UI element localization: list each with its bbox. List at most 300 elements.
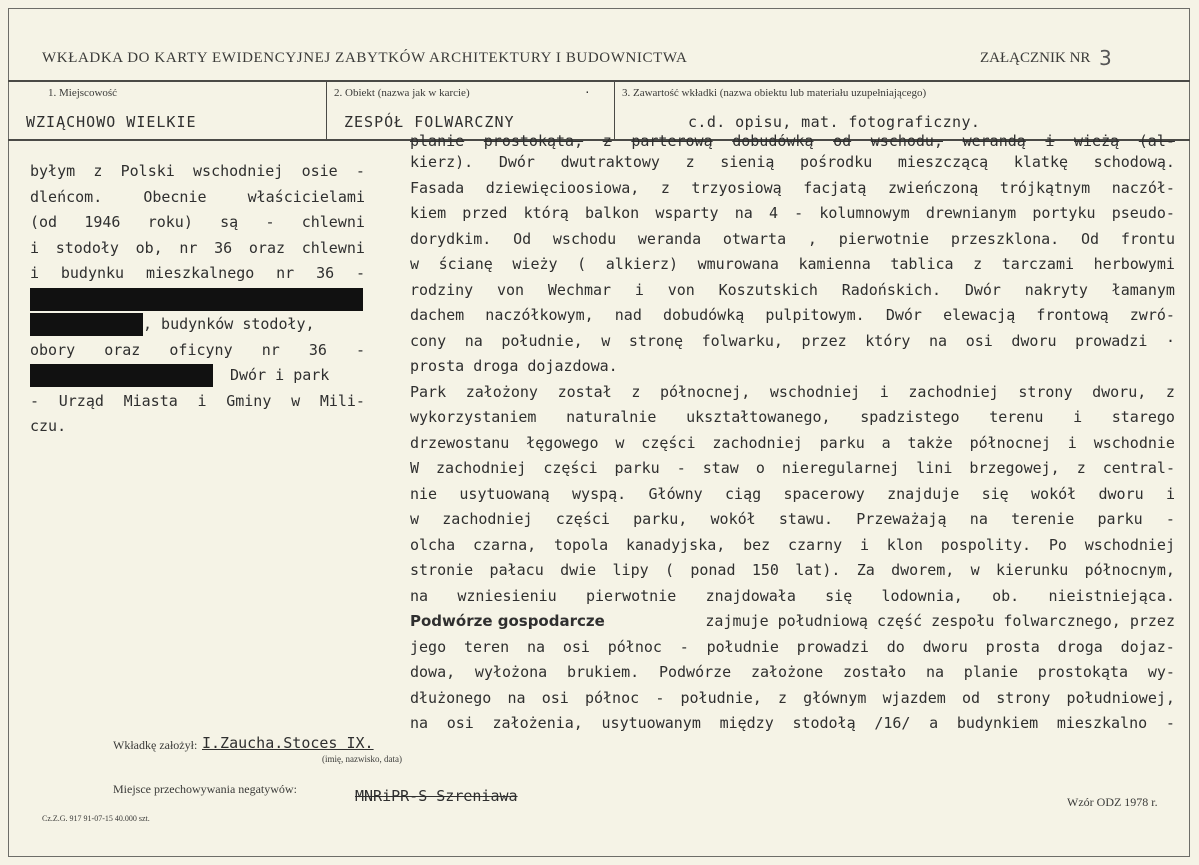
word: pulpitowym. <box>765 306 865 324</box>
word: pospolity. <box>940 535 1032 554</box>
word: nakryty <box>1024 280 1088 299</box>
word: klatkę <box>1013 153 1069 171</box>
word: przez <box>801 331 847 350</box>
word: /16/ <box>874 714 911 732</box>
word: pierwotnie <box>585 586 677 605</box>
text-line <box>30 389 365 415</box>
word: południe <box>706 637 779 656</box>
word: na <box>734 204 753 222</box>
word: (al- <box>1138 134 1175 150</box>
word: drewnianym <box>925 204 1017 222</box>
text-line <box>410 558 1175 584</box>
word: prowadzi <box>1075 331 1148 350</box>
field-label-object: 2. Obiekt (nazwa jak w karcie) <box>334 87 470 99</box>
word: dachem <box>410 306 465 324</box>
text-line <box>410 456 1175 482</box>
text-line <box>410 507 1175 533</box>
word: z <box>1076 459 1086 477</box>
storage-label: Miejsce przechowywania negatywów: <box>113 782 297 796</box>
word: ciąg <box>725 484 762 503</box>
word: lini <box>916 459 953 477</box>
word: pseudo- <box>1111 204 1175 222</box>
creator-sublabel: (imię, nazwisko, data) <box>322 754 402 764</box>
word: Miasta <box>123 391 178 410</box>
word: oraz <box>104 340 141 359</box>
word: stodoły <box>55 238 119 257</box>
text-line <box>30 312 365 338</box>
word: pierwotnie <box>838 229 930 248</box>
word: Radońskich. <box>841 280 942 299</box>
word: czarny <box>787 535 843 554</box>
word: lipy <box>612 561 649 579</box>
word: wschodu, <box>870 134 943 150</box>
word: parku <box>614 459 660 477</box>
word: alkierz) <box>605 255 679 273</box>
word: zwieńczoną <box>888 178 979 197</box>
text-line <box>30 236 365 262</box>
word: naczółkowym, <box>485 306 594 324</box>
word: od <box>961 688 981 707</box>
text-line: prosta droga dojazdowa. <box>410 357 618 375</box>
word: - <box>655 688 665 707</box>
word: wschodu <box>552 229 617 248</box>
field-value-object: ZESPÓŁ FOLWARCZNY <box>344 113 515 131</box>
word: 4 <box>768 204 778 222</box>
word: (od <box>30 213 58 231</box>
word: parku, <box>633 510 688 528</box>
word: założony <box>465 382 538 401</box>
text-line <box>410 252 1175 278</box>
text-line <box>410 405 1175 431</box>
word: osi <box>965 331 993 350</box>
word: północ <box>607 637 662 656</box>
word: wschodniej <box>1084 535 1175 554</box>
word: spacerowy <box>783 484 865 503</box>
word: osi <box>446 714 474 732</box>
word: z <box>93 162 103 180</box>
word: wokół <box>1031 484 1077 503</box>
word: Od <box>1080 229 1100 248</box>
word: założenia, <box>492 714 583 732</box>
text-line <box>410 176 1175 202</box>
redaction-block <box>30 364 213 387</box>
word: klon <box>886 535 923 554</box>
word: wmurowana <box>697 255 779 273</box>
word: wykorzystaniem <box>410 408 537 426</box>
word: kamienna <box>798 255 871 273</box>
word: osi <box>541 688 569 707</box>
word: mieszkalnego <box>145 264 255 282</box>
word: dwutraktowy <box>560 153 660 171</box>
text-line <box>410 431 1175 457</box>
word: i <box>30 264 40 282</box>
word: wieży <box>512 255 558 273</box>
word: i <box>634 280 644 299</box>
word: założone <box>750 663 824 681</box>
word: ścianę <box>438 255 493 273</box>
creator-value: I.Zaucha.Stoces IX. <box>202 734 374 752</box>
word: lat). <box>795 561 841 579</box>
word: wokół <box>710 510 756 528</box>
attachment-label: ZAŁĄCZNIK NR <box>980 50 1091 66</box>
text-line <box>410 150 1175 176</box>
word: dobudówką <box>732 134 814 150</box>
word: wieżą <box>1074 134 1120 150</box>
text-line <box>30 338 365 364</box>
word: trzyosiową <box>691 178 782 197</box>
word: osi <box>562 637 590 656</box>
word: nieistniejąca. <box>1048 586 1175 605</box>
word: dworu <box>1098 484 1144 503</box>
word: Przeważają <box>856 510 947 528</box>
word: ponad <box>690 561 736 579</box>
word: zachodniej <box>442 510 533 528</box>
word: terenu <box>989 408 1044 426</box>
word: - <box>676 459 686 477</box>
word: Polski <box>120 162 175 180</box>
word: olcha <box>410 535 456 554</box>
word: kierz). <box>410 153 474 171</box>
word: na <box>969 510 988 528</box>
word: stronie <box>410 561 474 579</box>
print-info: Cz.Z.G. 917 91-07-15 40.000 szt. <box>42 814 150 823</box>
word: naczół- <box>1111 178 1175 197</box>
field-value-contents: c.d. opisu, mat. fotograficzny. <box>688 113 981 131</box>
word: prosta <box>985 637 1040 656</box>
word: cony <box>410 331 447 350</box>
word: zwró- <box>1129 306 1175 324</box>
word: oraz <box>248 238 286 257</box>
word: dziewięcioosiowa, <box>485 178 640 197</box>
word: elewacją <box>943 306 1016 324</box>
word: zachodniej <box>908 382 999 401</box>
word: i <box>1067 433 1077 452</box>
word: dworu <box>1011 331 1057 350</box>
word: Po <box>1048 535 1067 554</box>
creator-label: Wkładkę założył: <box>113 738 198 752</box>
word: z <box>631 382 641 401</box>
word: dojaz- <box>1120 637 1175 656</box>
word: którą <box>523 204 569 222</box>
word: dłużonego <box>410 688 492 707</box>
word: nie <box>410 484 438 503</box>
word: droga <box>1057 637 1103 656</box>
word: między <box>719 714 774 732</box>
word: central- <box>1102 459 1175 477</box>
word: także <box>907 433 953 452</box>
text-line <box>410 227 1175 253</box>
form-title: WKŁADKA DO KARTY EWIDENCYJNEJ ZABYTKÓW ARCHITEKTURY I BUDOWNICTWA <box>42 50 688 66</box>
word: wy- <box>1147 663 1175 681</box>
word: mieszczącą <box>897 153 989 171</box>
word: nr <box>179 238 198 257</box>
word: łamanym <box>1111 280 1175 299</box>
word: folwarku, <box>701 331 783 350</box>
text-line <box>410 380 1175 406</box>
word: wschodniej <box>769 382 861 401</box>
word: mieszkalno <box>1056 714 1148 732</box>
word: parku <box>1097 510 1143 528</box>
word: herbowymi <box>1093 255 1175 273</box>
word: pośrodku <box>800 153 873 171</box>
word: dleńcom. <box>30 187 103 206</box>
field-divider-1 <box>326 81 327 139</box>
word: prowadzi <box>796 637 869 656</box>
word: północnej <box>969 433 1051 452</box>
word: zostało <box>842 663 907 681</box>
word: 150 <box>751 561 779 579</box>
header-rule-top <box>8 80 1190 82</box>
word: łęgowego <box>526 433 599 452</box>
text-line: czu. <box>30 417 67 435</box>
word: prostokąta, <box>483 134 584 150</box>
word: oficyny <box>169 340 233 359</box>
word: 36 <box>308 340 327 359</box>
word: z <box>685 153 695 171</box>
form-pattern: Wzór ODZ 1978 r. <box>1067 795 1158 809</box>
word: topola <box>553 535 609 554</box>
word: staw <box>702 459 739 477</box>
word: Urząd <box>58 391 104 410</box>
text-line <box>410 278 1175 304</box>
word: kolumnowym <box>819 204 910 222</box>
word: prostokąta <box>1037 663 1129 681</box>
word: nieregularnej <box>781 459 900 477</box>
word: balkon <box>584 204 640 222</box>
word: ob. <box>992 586 1020 605</box>
word: a <box>881 433 891 452</box>
word: przeszklona. <box>950 229 1060 248</box>
word: sienią <box>720 153 775 171</box>
word: kiem <box>410 204 447 222</box>
word: znajdowała <box>705 586 796 605</box>
word: który <box>865 331 911 350</box>
word: na <box>929 331 948 350</box>
word: Dwór <box>885 306 922 324</box>
word: w <box>615 433 625 452</box>
word: teren <box>463 637 510 656</box>
text-line <box>30 363 365 389</box>
word: przed <box>462 204 508 222</box>
word: północ <box>584 688 640 707</box>
word: z <box>973 255 983 273</box>
word: - <box>355 162 365 180</box>
word: i <box>1045 134 1055 150</box>
word: zachodniej <box>712 433 803 452</box>
word: drzewostanu <box>410 433 510 452</box>
redaction-block <box>30 288 363 311</box>
word: planie <box>963 663 1018 681</box>
word: na <box>526 637 545 656</box>
word: na <box>410 714 429 732</box>
field-label-contents: 3. Zawartość wkładki (nazwa obiektu lub materiału uzupełniającego) <box>622 87 927 99</box>
word: się <box>825 586 853 605</box>
word: byłym <box>30 162 76 180</box>
word: kierunku <box>996 561 1069 579</box>
word: - <box>1165 714 1175 732</box>
word: starego <box>1111 408 1175 426</box>
word: dowa, <box>410 663 456 681</box>
word: głównym <box>803 688 867 707</box>
word: Gminy <box>226 391 272 410</box>
word: parku <box>819 433 865 452</box>
text-line <box>410 686 1175 712</box>
text-line <box>410 329 1175 355</box>
word: osie <box>301 162 338 180</box>
word: usytuowaną <box>459 484 550 503</box>
storage-value: MNRiPR-S Szreniawa <box>355 787 518 805</box>
word: usytuowanym <box>601 714 701 732</box>
text-line <box>410 303 1175 329</box>
word: - <box>30 391 40 410</box>
word: portyku <box>1032 204 1096 222</box>
word: budynkiem <box>956 714 1039 732</box>
word: 36 <box>316 264 335 282</box>
word: ob, <box>135 238 163 257</box>
text-line <box>410 609 1175 635</box>
redaction-block <box>30 313 143 336</box>
word: trójkątnym <box>999 178 1091 197</box>
word: nr <box>261 340 280 359</box>
word: części <box>641 433 696 452</box>
redacted-line <box>30 287 365 313</box>
word: dobudówką <box>662 306 745 324</box>
word: o <box>755 459 765 477</box>
word: się <box>981 484 1009 503</box>
main-description <box>410 134 1175 737</box>
word: do <box>886 637 905 656</box>
word: dworu, <box>1092 382 1147 401</box>
text-line <box>30 185 365 211</box>
word: obory <box>30 340 76 359</box>
word: lodownia, <box>881 586 963 605</box>
word: Wechmar <box>547 280 612 299</box>
word: ( <box>577 255 587 273</box>
word: otwarta <box>722 229 787 248</box>
word: został <box>557 382 612 401</box>
word: dworu <box>922 637 968 656</box>
word: stronę <box>628 331 684 350</box>
text-line <box>410 134 1175 150</box>
word: strony <box>1018 382 1073 401</box>
word: frontu <box>1120 229 1175 248</box>
word: strony <box>996 688 1051 707</box>
word: Dwór <box>964 280 1001 299</box>
field-label-location: 1. Miejscowość <box>48 87 118 99</box>
word: wzniesieniu <box>457 586 557 605</box>
word: właścicielami <box>247 187 365 206</box>
field-value-location: WZIĄCHOWO WIELKIE <box>26 113 197 131</box>
text-fragment: Dwór i park <box>230 366 330 384</box>
word: werandą <box>962 134 1026 150</box>
word: i <box>30 238 40 257</box>
word: Koszutskich <box>718 280 818 299</box>
word: schodową. <box>1093 153 1175 171</box>
word: z <box>660 178 670 197</box>
word: części <box>555 510 610 528</box>
text-line <box>410 584 1175 610</box>
text-line <box>410 635 1175 661</box>
word: na <box>925 663 945 681</box>
word: na <box>507 688 526 707</box>
word: północnym, <box>1084 561 1175 579</box>
word: - <box>265 213 275 231</box>
word: południe, <box>501 331 583 350</box>
word: jego <box>410 637 447 656</box>
word: Mili- <box>319 391 365 410</box>
word: Od <box>513 229 532 248</box>
word: Główny <box>648 484 703 503</box>
word: terenie <box>1011 510 1075 528</box>
word: tarczami <box>1001 255 1075 273</box>
word: czarna, <box>472 535 537 554</box>
word: , <box>807 229 817 248</box>
word: wschodnie <box>1093 433 1175 452</box>
text-line <box>30 159 365 185</box>
word: są <box>220 213 239 231</box>
attachment-number: 3 <box>1099 46 1112 70</box>
word: ( <box>664 561 674 579</box>
word: kanadyjska, <box>625 535 726 554</box>
word: planie <box>410 134 465 150</box>
word: - <box>794 204 804 222</box>
word: chlewni <box>301 213 365 231</box>
word: weranda <box>637 229 702 248</box>
word: frontową <box>1036 306 1109 324</box>
word: budynku <box>60 264 125 282</box>
word: 1946 <box>84 213 121 231</box>
word: - <box>679 637 689 656</box>
word: chlewni <box>301 238 365 257</box>
word: nr <box>276 264 295 282</box>
word: wsparty <box>655 204 719 222</box>
word: · <box>1165 331 1175 350</box>
text-line <box>30 261 365 287</box>
word: w <box>970 561 980 579</box>
section-heading: Podwórze gospodarcze <box>410 612 605 630</box>
word: - <box>355 264 365 282</box>
word: von <box>667 280 695 299</box>
word: wyspą. <box>572 484 627 503</box>
word: brukiem. <box>566 663 640 681</box>
text-line <box>30 210 365 236</box>
word: w <box>601 331 611 350</box>
word: spadzistego <box>860 408 960 426</box>
word: południowej, <box>1066 688 1175 707</box>
word: wyłożona <box>474 663 548 681</box>
word: nad <box>614 306 642 324</box>
word: Za <box>856 561 875 579</box>
word: dorydkim. <box>410 229 492 248</box>
word: roku) <box>147 213 193 231</box>
word: południe, <box>680 688 762 707</box>
word: 36 <box>214 238 233 257</box>
word: facjatą <box>803 178 867 197</box>
word: na <box>464 331 483 350</box>
word: Podwórze <box>658 663 732 681</box>
text-line <box>410 482 1175 508</box>
text-line <box>410 533 1175 559</box>
word: stodołą <box>792 714 856 732</box>
word: Park <box>410 382 447 401</box>
word: z <box>602 134 612 150</box>
text-fragment: zajmuje południową część zespołu folwarcznego, przez <box>705 612 1175 630</box>
word: bez <box>743 535 771 554</box>
word: z <box>777 688 787 707</box>
word: W <box>410 459 420 477</box>
word: brzegowej, <box>969 459 1060 477</box>
word: von <box>497 280 525 299</box>
